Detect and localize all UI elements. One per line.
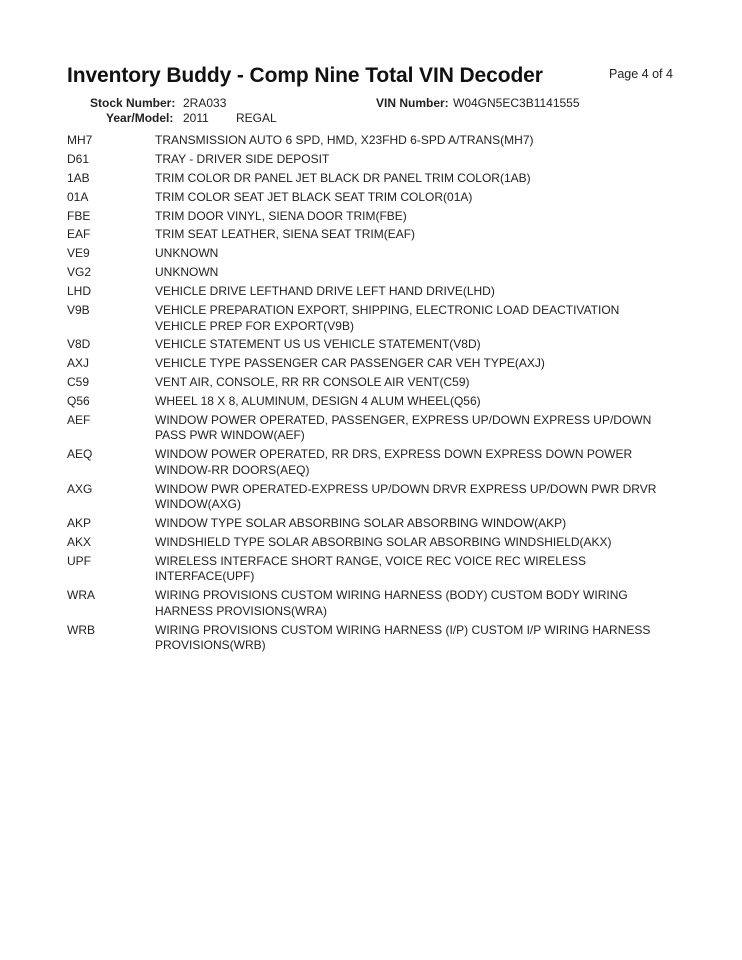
stock-number-label: Stock Number:	[90, 96, 176, 110]
option-description: TRIM COLOR SEAT JET BLACK SEAT TRIM COLOR(01A)	[155, 189, 473, 204]
year-model-label: Year/Model:	[106, 111, 174, 125]
option-code: AEF	[67, 412, 91, 427]
option-code: V8D	[67, 337, 91, 352]
option-code-row	[67, 482, 677, 513]
option-description: WINDOW POWER OPERATED, RR DRS, EXPRESS DOWN EXPRESS DOWN POWER WINDOW-RR DOORS(AEQ)	[155, 447, 633, 477]
vin-label: VIN Number:	[376, 96, 449, 110]
option-code: LHD	[67, 284, 92, 299]
option-code-row	[67, 284, 677, 300]
option-code-row	[67, 623, 677, 654]
option-code: 1AB	[67, 170, 90, 185]
option-description: WIRING PROVISIONS CUSTOM WIRING HARNESS (BODY) CUSTOM BODY WIRING HARNESS PROVISIONS(WRA)	[155, 588, 628, 618]
option-code: 01A	[67, 189, 89, 204]
option-code-row	[67, 413, 677, 444]
option-code: UPF	[67, 553, 91, 568]
option-description: TRIM DOOR VINYL, SIENA DOOR TRIM(FBE)	[155, 208, 407, 223]
option-description: WINDOW PWR OPERATED-EXPRESS UP/DOWN DRVR EXPRESS UP/DOWN PWR DRVR WINDOW(AXG)	[155, 481, 657, 512]
option-description: VEHICLE DRIVE LEFTHAND DRIVE LEFT HAND DRIVE(LHD)	[155, 284, 495, 299]
option-code: WRB	[67, 622, 95, 637]
option-code-row	[67, 227, 677, 243]
option-code-row	[67, 133, 677, 149]
option-description: TRIM COLOR DR PANEL JET BLACK DR PANEL TRIM COLOR(1AB)	[155, 170, 531, 185]
option-code-row	[67, 588, 677, 619]
option-description: VEHICLE PREPARATION EXPORT, SHIPPING, ELECTRONIC LOAD DEACTIVATION VEHICLE PREP FOR EXPORT(V9B)	[155, 303, 620, 333]
option-code-row	[67, 209, 677, 225]
option-code: EAF	[67, 227, 91, 242]
option-code: AKX	[67, 535, 92, 550]
vin-value: W04GN5EC3B1141555	[453, 96, 580, 110]
option-code: AXJ	[67, 356, 90, 371]
option-code-row	[67, 375, 677, 391]
option-code: FBE	[67, 208, 91, 223]
option-code-row	[67, 303, 677, 334]
option-code: MH7	[67, 133, 93, 147]
option-code: Q56	[67, 394, 90, 409]
page-title: Inventory Buddy - Comp Nine Total VIN Decoder	[67, 64, 543, 87]
option-code-row	[67, 246, 677, 262]
option-code-row	[67, 152, 677, 168]
option-code-row	[67, 265, 677, 281]
option-code-row	[67, 337, 677, 353]
option-description: WINDOW POWER OPERATED, PASSENGER, EXPRESS UP/DOWN EXPRESS UP/DOWN PASS PWR WINDOW(AEF)	[155, 412, 652, 443]
option-code: WRA	[67, 588, 95, 603]
option-code: D61	[67, 151, 90, 166]
year-value: 2011	[183, 111, 209, 125]
option-code-row	[67, 516, 677, 532]
option-code-row	[67, 447, 677, 478]
option-description: VEHICLE TYPE PASSENGER CAR PASSENGER CAR VEH TYPE(AXJ)	[155, 356, 545, 371]
option-description: WIRING PROVISIONS CUSTOM WIRING HARNESS (I/P) CUSTOM I/P WIRING HARNESS PROVISIONS(WRB)	[155, 622, 651, 653]
page-number: Page 4 of 4	[609, 67, 673, 81]
option-description: UNKNOWN	[155, 246, 219, 261]
option-code: V9B	[67, 303, 90, 318]
option-description: WHEEL 18 X 8, ALUMINUM, DESIGN 4 ALUM WHEEL(Q56)	[155, 394, 481, 409]
option-code: AXG	[67, 481, 93, 496]
option-code: VG2	[67, 265, 92, 280]
option-code: C59	[67, 375, 90, 390]
option-description: WINDSHIELD TYPE SOLAR ABSORBING SOLAR ABSORBING WINDSHIELD(AKX)	[155, 535, 612, 550]
option-code: AKP	[67, 516, 92, 531]
option-description: UNKNOWN	[155, 265, 219, 280]
option-description: WIRELESS INTERFACE SHORT RANGE, VOICE REC VOICE REC WIRELESS INTERFACE(UPF)	[155, 553, 586, 584]
option-code-row	[67, 394, 677, 410]
option-description: WINDOW TYPE SOLAR ABSORBING SOLAR ABSORBING WINDOW(AKP)	[155, 516, 567, 531]
option-description: TRANSMISSION AUTO 6 SPD, HMD, X23FHD 6-SPD A/TRANS(MH7)	[155, 133, 534, 147]
option-description: TRIM SEAT LEATHER, SIENA SEAT TRIM(EAF)	[155, 227, 416, 242]
option-code-row	[67, 190, 677, 206]
option-description: TRAY - DRIVER SIDE DEPOSIT	[155, 151, 330, 166]
option-description: VENT AIR, CONSOLE, RR RR CONSOLE AIR VENT(C59)	[155, 375, 470, 390]
model-value: REGAL	[236, 111, 277, 125]
option-code-row	[67, 535, 677, 551]
option-code: AEQ	[67, 447, 93, 462]
stock-number-value: 2RA033	[183, 96, 227, 110]
option-code-row	[67, 554, 677, 585]
option-code: VE9	[67, 246, 90, 261]
option-code-row	[67, 356, 677, 372]
option-code-row	[67, 171, 677, 187]
option-code-list	[67, 133, 677, 657]
option-description: VEHICLE STATEMENT US US VEHICLE STATEMENT(V8D)	[155, 337, 481, 352]
